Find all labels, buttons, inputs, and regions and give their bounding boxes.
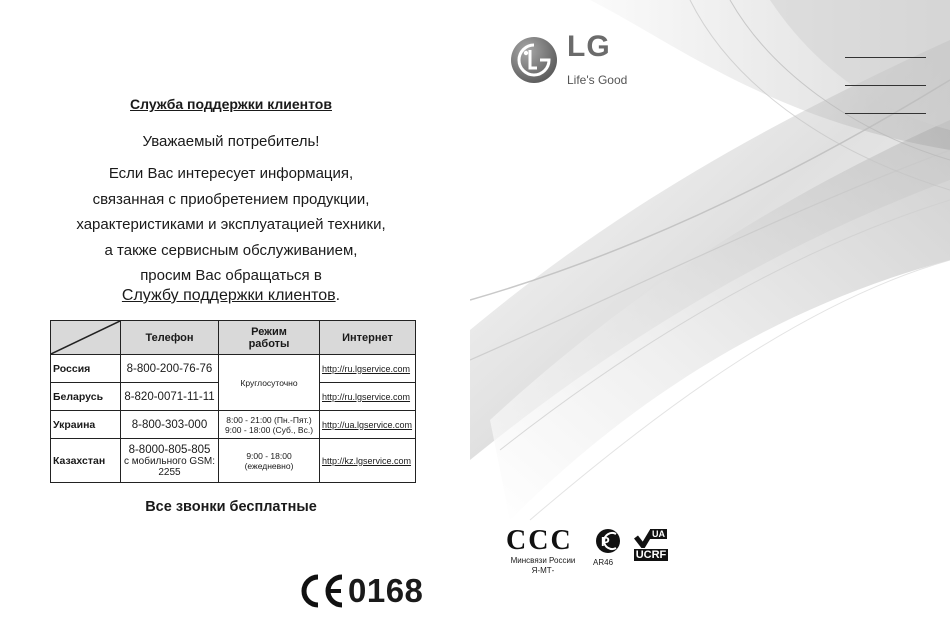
period: .	[335, 287, 341, 304]
hours-cell: 9:00 - 18:00 (ежедневно)	[219, 439, 320, 483]
phone-cell: 8-800-303-000	[121, 411, 219, 439]
write-in-line	[845, 85, 926, 86]
url-cell	[320, 383, 416, 411]
corner-header-cell	[51, 321, 121, 355]
phone-header: Телефон	[121, 321, 219, 355]
lg-face-icon	[510, 36, 558, 84]
paragraph-line: а также сервисным обслуживанием,	[104, 241, 358, 259]
ce-logo-icon	[297, 574, 345, 608]
support-service-line	[0, 287, 462, 305]
ua-label: UA	[652, 529, 665, 539]
diagonal-line	[51, 321, 120, 354]
service-link[interactable]: http://ua.lgservice.com	[322, 419, 413, 430]
ccc-mark	[506, 525, 573, 556]
ccc-letter: C	[550, 525, 571, 556]
ccc-caption: Минсвязи России Я-МТ-	[510, 556, 576, 575]
greeting: Уважаемый потребитель!	[142, 133, 320, 150]
cover-page	[470, 0, 950, 639]
phone-cell: 8-820-0071-11-11	[121, 383, 219, 411]
hours-cell: 8:00 - 21:00 (Пн.-Пят.) 9:00 - 18:00 (Суб., Вс.)	[219, 411, 320, 439]
phone-cell: 8-8000-805-805 с мобильного GSM: 2255	[121, 439, 219, 483]
svg-text:P: P	[601, 534, 610, 549]
table-header-row	[51, 321, 416, 355]
table-row	[51, 411, 416, 439]
write-in-line	[845, 113, 926, 114]
service-link[interactable]: http://ru.lgservice.com	[322, 391, 411, 402]
support-service-link[interactable]: Службу поддержки клиентов	[121, 287, 336, 304]
ce-mark	[297, 573, 423, 609]
paragraph-line: связанная с приобретением продукции,	[92, 190, 370, 208]
brand-logo	[510, 32, 627, 87]
brand-tagline: Life's Good	[567, 73, 628, 87]
url-cell	[320, 439, 416, 483]
support-page	[0, 0, 470, 639]
country-cell: Казахстан	[51, 439, 121, 483]
internet-header: Интернет	[320, 321, 416, 355]
ua-check-mark	[634, 528, 668, 548]
ccc-letter: C	[528, 525, 549, 556]
paragraph-line: просим Вас обращаться в	[140, 267, 322, 284]
support-title: Служба поддержки клиентов	[130, 96, 332, 112]
notified-body-number: 0168	[348, 572, 424, 609]
pct-caption: AR46	[593, 558, 614, 567]
brand-name: LG	[567, 30, 611, 63]
url-cell	[320, 411, 416, 439]
country-cell: Россия	[51, 355, 121, 383]
ucrf-label: UCRF	[635, 549, 667, 561]
table-row	[51, 439, 416, 483]
table-row	[51, 355, 416, 383]
logo-text	[567, 32, 627, 87]
hours-header: Режим работы	[219, 321, 320, 355]
ua-ucrf-mark	[634, 528, 670, 561]
ccc-letter: C	[506, 525, 527, 556]
url-cell	[320, 355, 416, 383]
pct-certification-icon	[594, 528, 624, 554]
paragraph-line: Если Вас интересует информация,	[108, 165, 354, 182]
write-in-line	[845, 57, 926, 58]
service-link[interactable]: http://ru.lgservice.com	[322, 363, 411, 374]
phone-cell: 8-800-200-76-76	[121, 355, 219, 383]
free-calls-note: Все звонки бесплатные	[145, 499, 317, 515]
service-link[interactable]: http://kz.lgservice.com	[322, 455, 412, 466]
country-cell: Украина	[51, 411, 121, 439]
paragraph-line: характеристиками и эксплуатацией техники,	[76, 216, 386, 233]
country-cell: Беларусь	[51, 383, 121, 411]
hours-merged-cell: Круглосуточно	[219, 355, 320, 411]
support-paragraph	[0, 161, 462, 289]
support-contacts-table	[50, 320, 416, 483]
